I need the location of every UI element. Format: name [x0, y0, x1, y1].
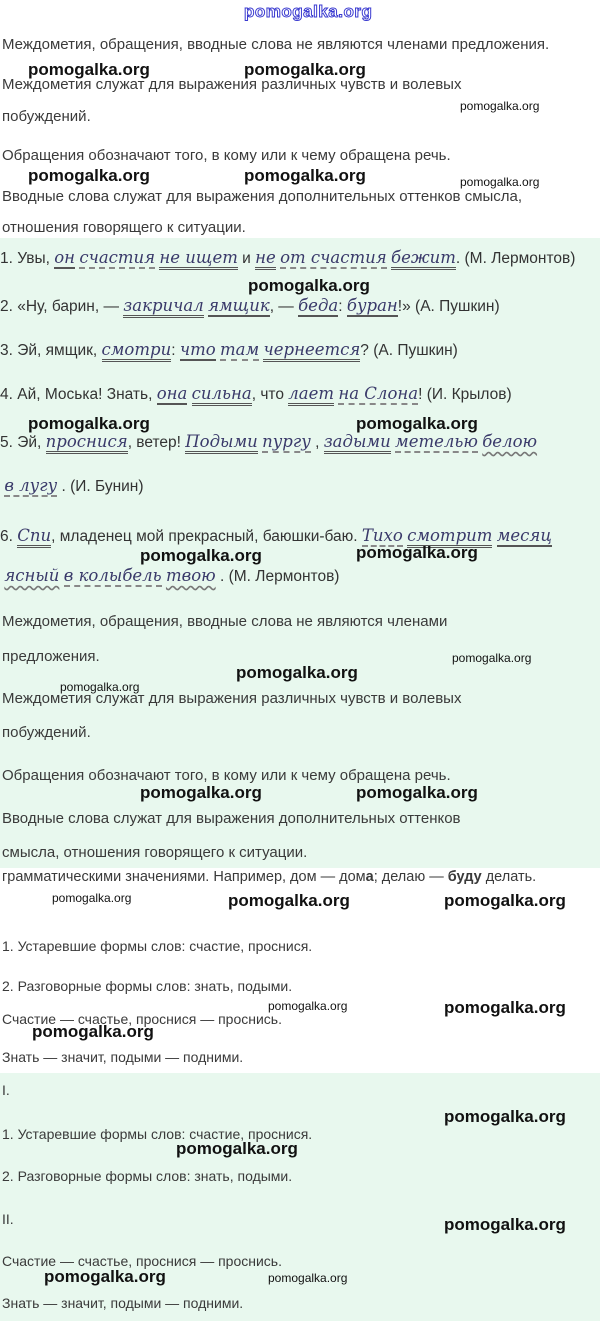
watermark: pomogalka.org: [248, 276, 370, 295]
theory-line: Междометия, обращения, вводные слова не являются членами: [2, 613, 448, 630]
watermark: pomogalka.org: [268, 1271, 348, 1285]
theory-line: Междометия служат для выражения различных чувств и волевых: [2, 690, 462, 707]
watermark: pomogalka.org: [452, 651, 532, 665]
forms-line: 2. Разговорные формы слов: знать, подыми.: [2, 1168, 293, 1184]
theory-line: предложения.: [2, 648, 100, 665]
example-2: 2. «Ну, барин, — закричал ямщик, — беда: буран!» (А. Пушкин): [0, 296, 500, 316]
forms-line: 1. Устаревшие формы слов: счастие, проснися.: [2, 938, 313, 954]
theory-line: Междометия, обращения, вводные слова не являются членами предложения.: [2, 36, 550, 53]
top-watermark: pomogalka.org: [244, 2, 373, 21]
watermark: pomogalka.org: [444, 998, 566, 1017]
theory-line: отношения говорящего к ситуации.: [2, 219, 246, 236]
forms-line: 1. Устаревшие формы слов: счастие, проснися.: [2, 1126, 313, 1142]
cut-text-line: грамматическими значениями. Например, дом — дома; делаю — буду делать.: [2, 869, 537, 885]
watermark: pomogalka.org: [444, 1107, 566, 1126]
watermark: pomogalka.org: [244, 166, 366, 185]
watermark: pomogalka.org: [460, 99, 540, 113]
watermark: pomogalka.org: [444, 1215, 566, 1234]
watermark: pomogalka.org: [356, 783, 478, 802]
theory-line: Обращения обозначают того, в кому или к чему обращена речь.: [2, 767, 451, 784]
theory-line: Междометия служат для выражения различных чувств и волевых: [2, 76, 462, 93]
theory-line: побуждений.: [2, 724, 91, 741]
watermark: pomogalka.org: [28, 60, 150, 79]
watermark: pomogalka.org: [52, 891, 132, 905]
watermark: pomogalka.org: [444, 891, 566, 910]
example-6: 6. Спи, младенец мой прекрасный, баюшки-баю. Тихо смотрит месяц: [0, 526, 552, 546]
forms-line: 2. Разговорные формы слов: знать, подыми.: [2, 978, 293, 994]
theory-line: Вводные слова служат для выражения дополнительных оттенков смысла,: [2, 188, 523, 205]
example-4: 4. Ай, Моська! Знать, она сильна, что лает на Слона! (И. Крылов): [0, 384, 512, 404]
watermark: pomogalka.org: [236, 663, 358, 682]
forms-line: Счастие — счастье, проснися — проснись.: [2, 1253, 282, 1269]
forms-line: Знать — значит, подыми — подними.: [2, 1295, 244, 1311]
watermark: pomogalka.org: [356, 543, 478, 562]
watermark: pomogalka.org: [244, 60, 366, 79]
section-heading: II.: [2, 1211, 14, 1227]
watermark: pomogalka.org: [268, 999, 348, 1013]
watermark: pomogalka.org: [140, 546, 262, 565]
watermark: pomogalka.org: [44, 1267, 166, 1286]
watermark: pomogalka.org: [176, 1139, 298, 1158]
theory-line: Вводные слова служат для выражения дополнительных оттенков: [2, 810, 461, 827]
watermark: pomogalka.org: [28, 414, 150, 433]
example-1: 1. Увы, он счастия не ищет и не от счастия бежит. (М. Лермонтов): [0, 248, 575, 268]
watermark: pomogalka.org: [228, 891, 350, 910]
watermark: pomogalka.org: [356, 414, 478, 433]
watermark: pomogalka.org: [28, 166, 150, 185]
watermark: pomogalka.org: [32, 1022, 154, 1041]
theory-line: побуждений.: [2, 108, 91, 125]
example-5-cont: в лугу . (И. Бунин): [4, 476, 144, 495]
forms-line: Знать — значит, подыми — подними.: [2, 1049, 244, 1065]
theory-line: смысла, отношения говорящего к ситуации.: [2, 844, 308, 861]
watermark: pomogalka.org: [140, 783, 262, 802]
forms-line: Счастие — счастье, проснися — проснись.: [2, 1011, 282, 1027]
example-5: 5. Эй, проснися, ветер! Подыми пургу , задыми метелью белою: [0, 432, 537, 452]
watermark: pomogalka.org: [460, 175, 540, 189]
section-heading: I.: [2, 1082, 10, 1098]
example-3: 3. Эй, ямщик, смотри: что там чернеется? (А. Пушкин): [0, 340, 458, 360]
theory-line: Обращения обозначают того, в кому или к чему обращена речь.: [2, 147, 451, 164]
example-6-cont: ясный в колыбель твою . (М. Лермонтов): [4, 566, 340, 585]
watermark: pomogalka.org: [60, 680, 140, 694]
